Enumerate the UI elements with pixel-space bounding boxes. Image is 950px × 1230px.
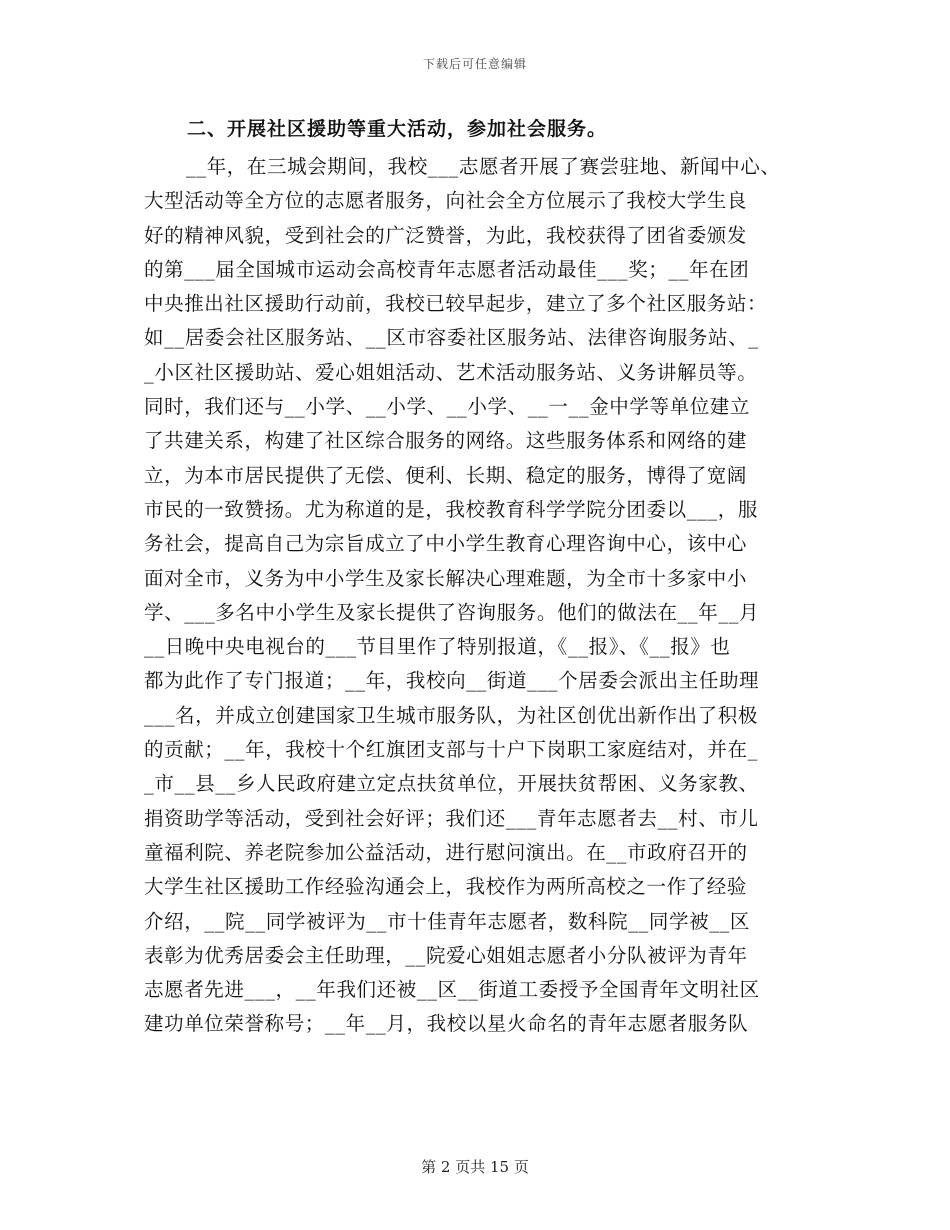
text-line: 如__居委会社区服务站、__区市容委社区服务站、法律咨询服务站、_	[144, 326, 759, 350]
page-header-note: 下载后可任意编辑	[422, 57, 527, 71]
page-number-footer: 第 2 页共 15 页	[421, 1158, 529, 1176]
text-line: 童福利院、养老院参加公益活动，进行慰问演出。在__市政府召开的	[144, 840, 748, 864]
text-line: _小区社区援助站、爱心姐姐活动、艺术活动服务站、义务讲解员等。	[144, 360, 758, 384]
text-line: 都为此作了专门报道；__年，我校向__街道___个居委会派出主任助理	[144, 669, 760, 693]
text-line: ___名，并成立创建国家卫生城市服务队，为社区创优出新作出了积极	[144, 703, 758, 727]
body-paragraph	[144, 150, 844, 1042]
text-line: 大型活动等全方位的志愿者服务，向社会全方位展示了我校大学生良	[144, 189, 748, 213]
text-line: 了共建关系，构建了社区综合服务的网络。这些服务体系和网络的建	[144, 429, 748, 453]
text-line: 立，为本市居民提供了无偿、便利、长期、稳定的服务，博得了宽阔	[144, 463, 748, 487]
text-line: 的第___届全国城市运动会高校青年志愿者活动最佳___奖；__年在团	[144, 257, 750, 281]
text-line: 中央推出社区援助行动前，我校已较早起步，建立了多个社区服务站：	[144, 292, 768, 316]
text-line: 捐资助学等活动，受到社会好评；我们还___青年志愿者去__村、市儿	[144, 806, 759, 830]
text-line: 学、___多名中小学生及家长提供了咨询服务。他们的做法在__年__月	[144, 600, 760, 624]
text-line: 志愿者先进___，__年我们还被__区__街道工委授予全国青年文明社区	[144, 978, 760, 1002]
text-line: 务社会，提高自己为宗旨成立了中小学生教育心理咨询中心，该中心	[144, 532, 748, 556]
text-line: 建功单位荣誉称号；__年__月，我校以星火命名的青年志愿者服务队	[144, 1012, 749, 1036]
text-line: __日晚中央电视台的___节目里作了特别报道，《__报》、《__报》也	[144, 635, 731, 659]
text-line: 市民的一致赞扬。尤为称道的是，我校教育科学学院分团委以___，服	[144, 497, 758, 521]
text-line: 的贡献；__年，我校十个红旗团支部与十户下岗职工家庭结对，并在_	[144, 738, 758, 762]
section-heading: 二、开展社区援助等重大活动，参加社会服务。	[187, 118, 608, 140]
text-line: __年，在三城会期间，我校___志愿者开展了赛尝驻地、新闻中心、	[186, 155, 781, 178]
text-line: 好的精神风貌，受到社会的广泛赞誉，为此，我校获得了团省委颁发	[144, 223, 748, 247]
text-line: 表彰为优秀居委会主任助理，__院爱心姐姐志愿者小分队被评为青年	[144, 943, 748, 967]
text-line: 同时，我们还与__小学、__小学、__小学、__一__金中学等单位建立	[144, 395, 751, 419]
text-line: 介绍，__院__同学被评为__市十佳青年志愿者，数科院__同学被__区	[144, 909, 750, 933]
text-line: 大学生社区援助工作经验沟通会上，我校作为两所高校之一作了经验	[144, 875, 748, 899]
text-line: 面对全市，义务为中小学生及家长解决心理难题，为全市十多家中小	[144, 566, 748, 590]
text-line: _市__县__乡人民政府建立定点扶贫单位，开展扶贫帮困、义务家教、	[144, 772, 759, 796]
